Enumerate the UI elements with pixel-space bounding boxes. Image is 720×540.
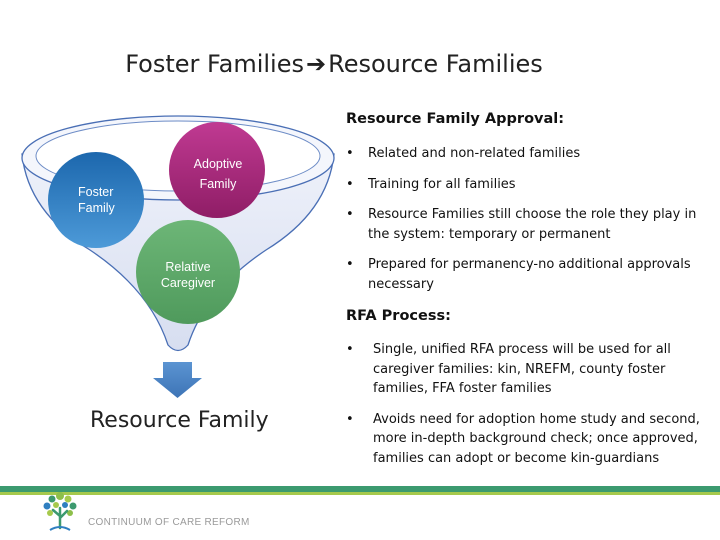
list-item: • Training for all families (346, 175, 711, 195)
list-item: • Related and non-related families (346, 144, 711, 164)
list-item: • Single, unified RFA process will be used for all caregiver families: kin, NREFM, county foster families, FFA foster families (346, 340, 706, 399)
down-arrow-icon (153, 362, 202, 398)
approval-list (346, 144, 711, 305)
relative-caregiver-label: Relative Caregiver (160, 260, 216, 290)
arrow-right-icon: ➔ (306, 50, 327, 78)
resource-family-label: Resource Family (90, 408, 269, 433)
tree-logo-icon (38, 488, 82, 534)
footer-bar-lime (0, 492, 720, 495)
footer-text: CONTINUUM OF CARE REFORM (88, 517, 250, 528)
process-heading: RFA Process: (346, 308, 451, 324)
foster-family-label: Foster Family (78, 185, 115, 215)
list-item: • Resource Families still choose the role they play in the system: temporary or permanent (346, 205, 711, 244)
process-list (346, 340, 706, 479)
title-left: Foster Families (125, 50, 304, 78)
title-right: Resource Families (328, 50, 543, 78)
list-item: • Avoids need for adoption home study and second, more in-depth background check; once approved, families can adopt or become kin-guardians (346, 410, 706, 469)
list-item: • Prepared for permanency-no additional approvals necessary (346, 255, 711, 294)
adoptive-family-label: Adoptive Family (193, 157, 243, 191)
approval-heading: Resource Family Approval: (346, 111, 565, 127)
